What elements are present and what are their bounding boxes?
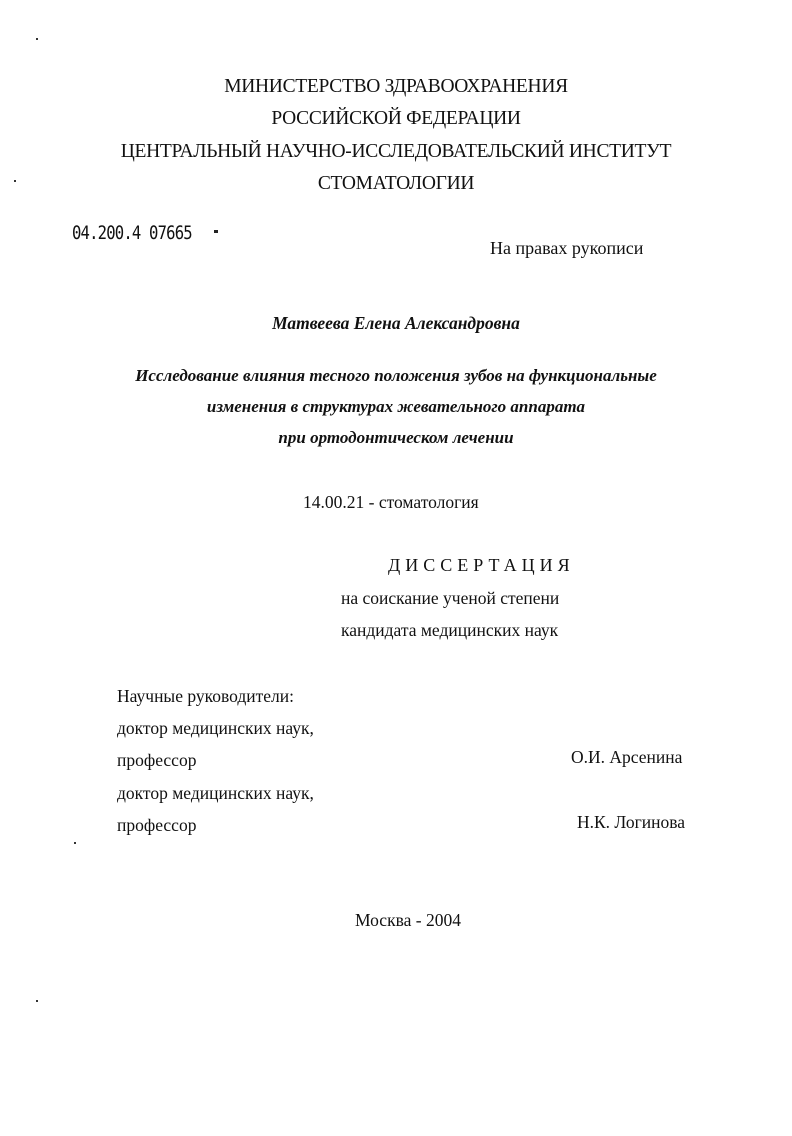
author-name: Матвеева Елена Александровна — [272, 313, 520, 333]
institution-line-2: РОССИЙСКОЙ ФЕДЕРАЦИИ — [271, 108, 521, 129]
thesis-title-line-2: изменения в структурах жевательного аппарата — [206, 397, 586, 416]
manuscript-note: На правах рукописи — [490, 238, 644, 258]
supervisor-1-name: О.И. Арсенина — [571, 747, 683, 767]
degree-line-1: на соискание ученой степени — [341, 588, 560, 608]
scan-speck — [14, 180, 16, 182]
supervisor-1-rank: профессор — [117, 750, 197, 770]
scan-speck — [36, 1000, 38, 1002]
stamp-mark — [214, 230, 218, 233]
supervisor-2-name: Н.К. Логинова — [577, 812, 686, 832]
place-and-year: Москва - 2004 — [355, 910, 461, 930]
thesis-title-line-1: Исследование влияния тесного положения зубов на функциональные — [135, 366, 657, 385]
supervisor-1-degree: доктор медицинских наук, — [117, 718, 314, 738]
institution-line-3: ЦЕНТРАЛЬНЫЙ НАУЧНО-ИССЛЕДОВАТЕЛЬСКИЙ ИНСТИТУТ — [120, 141, 672, 162]
degree-line-2: кандидата медицинских наук — [341, 620, 559, 640]
supervisor-2-degree: доктор медицинских наук, — [117, 783, 314, 803]
supervisors-heading: Научные руководители: — [117, 686, 294, 706]
scan-speck — [74, 842, 76, 844]
document-type: ДИССЕРТАЦИЯ — [388, 555, 575, 575]
thesis-title-line-3: при ортодонтическом лечении — [278, 428, 514, 447]
registration-number: 04.200.4 07665 — [72, 222, 192, 244]
institution-line-1: МИНИСТЕРСТВО ЗДРАВООХРАНЕНИЯ — [224, 76, 568, 97]
scan-speck — [36, 38, 38, 40]
supervisor-2-rank: профессор — [117, 815, 197, 835]
specialty-code: 14.00.21 - стоматология — [303, 492, 479, 512]
institution-line-4: СТОМАТОЛОГИИ — [317, 173, 475, 194]
